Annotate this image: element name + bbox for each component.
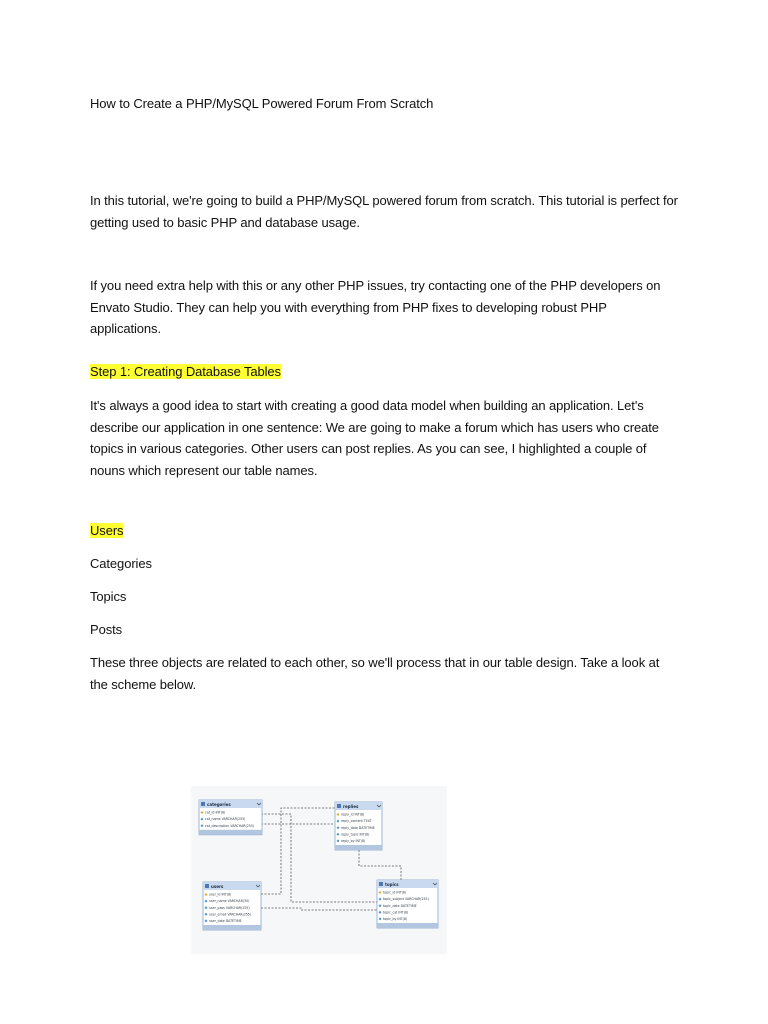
- table-replies-column: reply_date DATETIME: [341, 825, 375, 830]
- table-replies-footer: [335, 845, 382, 850]
- schema-canvas: [191, 786, 447, 954]
- table-replies-column: reply_id INT(8): [341, 812, 365, 817]
- table-topics-footer: [377, 923, 438, 928]
- table-topics-column: topic_by INT(8): [383, 917, 408, 921]
- help-paragraph: If you need extra help with this or any other PHP issues, try contacting one of the PHP developers on Envato Studio. They can help you with everything from PHP fixes to developing robust PHP applications.: [90, 278, 661, 336]
- list-item-posts: Posts: [90, 622, 123, 637]
- table-topics-column: topic_date DATETIME: [383, 903, 417, 908]
- table-replies: [335, 802, 382, 850]
- table-users-column: user_date DATETIME: [209, 919, 242, 923]
- database-schema-diagram: [191, 786, 447, 954]
- document-title: How to Create a PHP/MySQL Powered Forum From Scratch: [90, 96, 434, 111]
- table-icon: [379, 882, 383, 886]
- table-icon: [205, 884, 209, 888]
- relation-paragraph: These three objects are related to each other, so we'll process that in our table design. Take a look at the scheme below.: [90, 655, 660, 692]
- table-users-name: users: [211, 883, 224, 889]
- table-categories-column: cat_id INT(8): [205, 810, 226, 815]
- table-topics: [377, 880, 438, 928]
- table-categories-footer: [199, 830, 262, 835]
- list-item-users: Users: [90, 523, 124, 538]
- intro-paragraph: In this tutorial, we're going to build a PHP/MySQL powered forum from scratch. This tutorial is perfect for getting used to basic PHP and database usage.: [90, 193, 678, 230]
- table-topics-column: topic_subject VARCHAR(255): [383, 897, 429, 902]
- table-categories-column: cat_description VARCHAR(255): [205, 823, 255, 828]
- table-categories-column: cat_name VARCHAR(255): [205, 817, 246, 822]
- table-categories: [199, 800, 262, 835]
- table-icon: [201, 802, 205, 806]
- list-item-users-line: [90, 520, 680, 542]
- table-users-column: user_pass VARCHAR(255): [209, 905, 250, 910]
- list-item-categories: Categories: [90, 556, 152, 571]
- table-topics-name: topics: [385, 881, 399, 887]
- table-replies-column: reply_topic INT(8): [341, 832, 370, 837]
- table-users-column: user_email VARCHAR(255): [209, 912, 252, 917]
- table-replies-column: reply_by INT(8): [341, 839, 366, 843]
- table-replies-column: reply_content TEXT: [341, 819, 372, 824]
- table-users: [203, 882, 261, 930]
- step1-paragraph: It's always a good idea to start with creating a good data model when building an application. Let's describe our application in one sentence: We are going to make a forum which has users who create topics in various categories. Other users can post replies. As you can see, I highlighted a couple of nouns which represent our table names.: [90, 398, 659, 478]
- list-item-topics: Topics: [90, 589, 127, 604]
- table-users-column: user_id INT(8): [209, 892, 232, 897]
- table-replies-name: replies: [343, 803, 359, 809]
- table-icon: [337, 804, 341, 808]
- table-topics-column: topic_cat INT(8): [383, 910, 409, 915]
- table-categories-name: categories: [207, 801, 231, 807]
- step1-heading-line: [90, 361, 680, 383]
- table-topics-column: topic_id INT(8): [383, 890, 407, 895]
- table-users-column: user_name VARCHAR(30): [209, 899, 250, 904]
- step1-heading: Step 1: Creating Database Tables: [90, 364, 281, 379]
- table-users-footer: [203, 925, 261, 930]
